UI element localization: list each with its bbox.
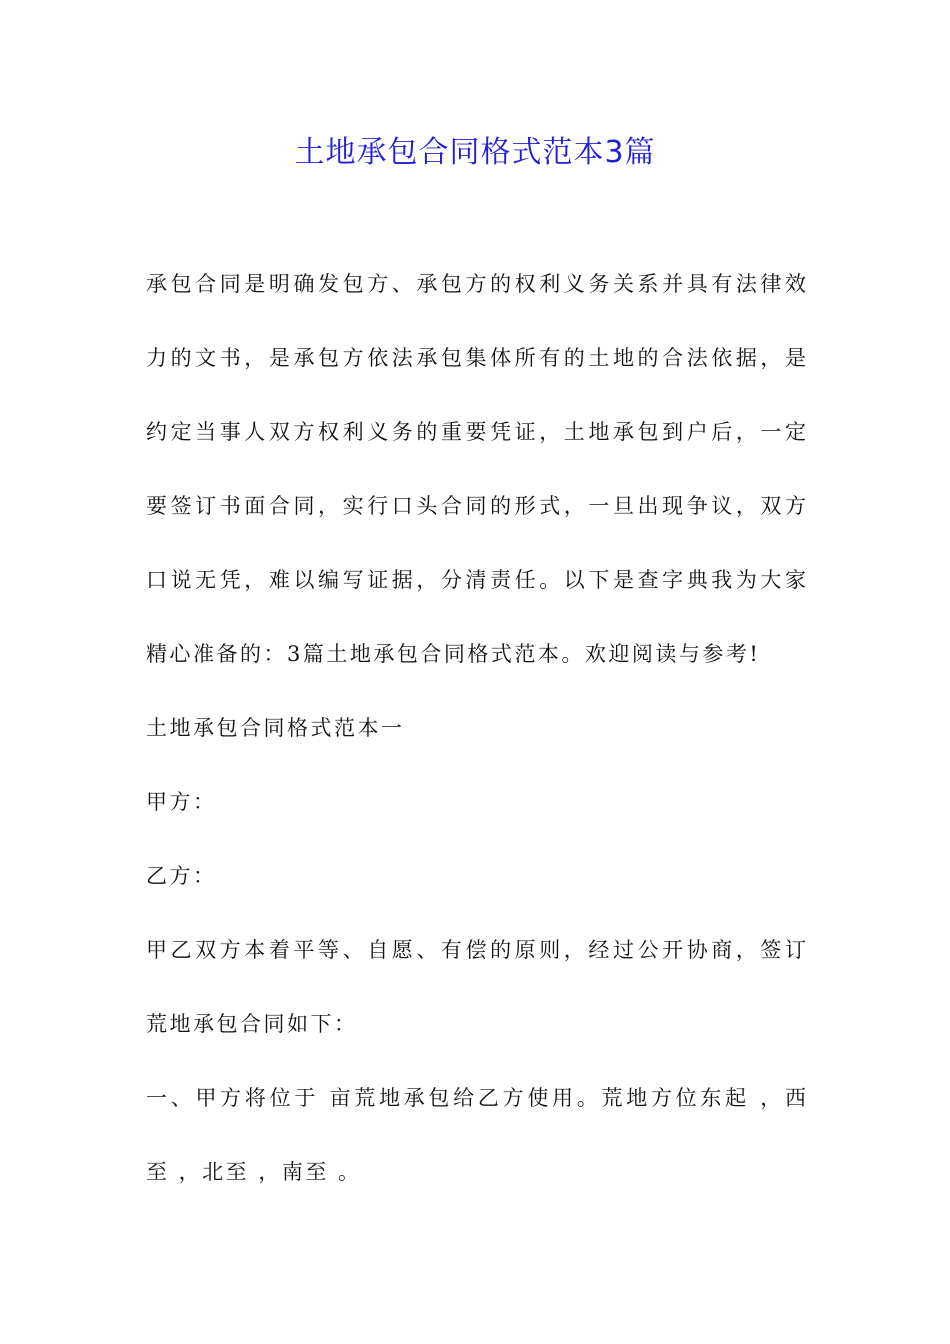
- document-title: 土地承包合同格式范本3篇: [294, 135, 656, 170]
- section-heading: 土地承包合同格式范本一: [146, 716, 405, 740]
- clause-line: 至 ，北至 ，南至 。: [146, 1160, 362, 1184]
- paragraph-line: 约定当事人双方权利义务的重要凭证，土地承包到户后，一定: [146, 420, 806, 444]
- document-body: [146, 262, 806, 1224]
- paragraph-line: 荒地承包合同如下：: [146, 1012, 358, 1036]
- clause-line: 一、甲方将位于 亩荒地承包给乙方使用。荒地方位东起 ，西: [146, 1086, 806, 1110]
- party-a-label: 甲方：: [146, 790, 217, 814]
- party-b-label: 乙方：: [146, 864, 217, 888]
- paragraph-line: 要签订书面合同，实行口头合同的形式，一旦出现争议，双方: [146, 494, 806, 518]
- paragraph-line: 力的文书，是承包方依法承包集体所有的土地的合法依据，是: [146, 346, 806, 370]
- paragraph-line: 承包合同是明确发包方、承包方的权利义务关系并具有法律效: [146, 272, 806, 296]
- paragraph-line: 精心准备的：3篇土地承包合同格式范本。欢迎阅读与参考!: [146, 642, 761, 666]
- paragraph-line: 口说无凭，难以编写证据，分清责任。以下是查字典我为大家: [146, 568, 806, 592]
- paragraph-line: 甲乙双方本着平等、自愿、有偿的原则，经过公开协商，签订: [146, 938, 806, 962]
